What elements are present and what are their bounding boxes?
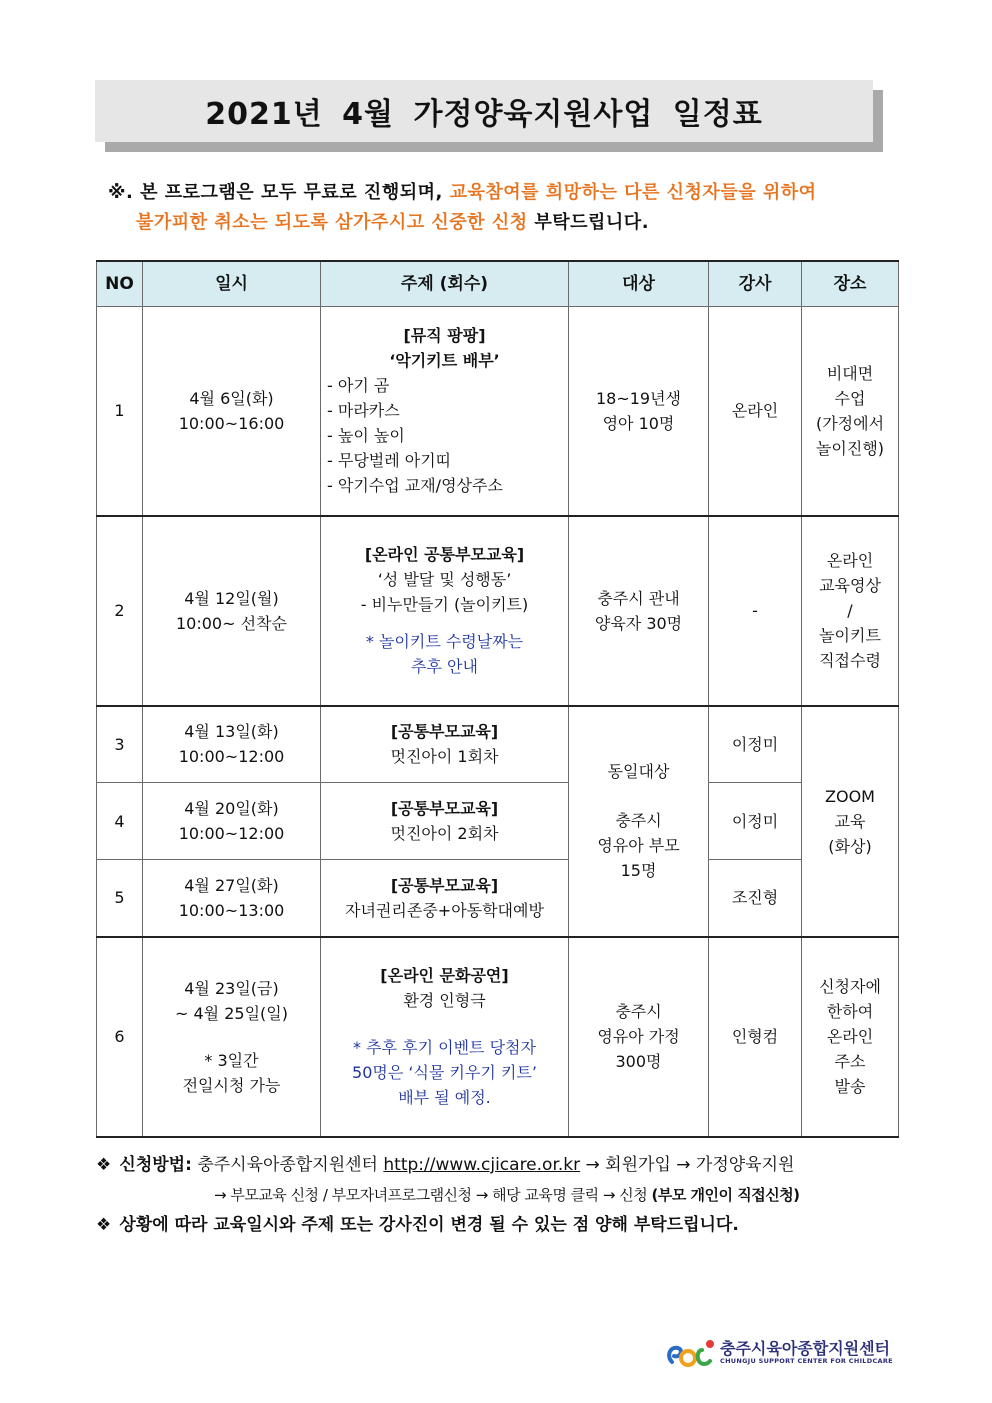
row-no: 1 bbox=[97, 307, 143, 516]
table-row bbox=[97, 706, 899, 783]
target-line: 충주시 관내 bbox=[597, 588, 680, 608]
topic-subtitle-2: - 비누만들기 (놀이키트) bbox=[360, 595, 529, 614]
place-line: 직접수령 bbox=[819, 651, 881, 670]
topic-title: [뮤직 팡팡] bbox=[403, 326, 486, 346]
row-instructor: 인형컴 bbox=[709, 937, 802, 1137]
topic-note: 50명은 ‘식물 키우기 키트’ bbox=[352, 1063, 537, 1082]
date-time: 10:00~16:00 bbox=[178, 413, 285, 433]
topic-note: 배부 될 예정. bbox=[398, 1088, 491, 1107]
row-place bbox=[802, 937, 899, 1137]
center-logo-icon bbox=[664, 1336, 718, 1370]
place-line: 온라인 bbox=[826, 551, 874, 570]
row-date bbox=[143, 783, 321, 860]
place-line: (화상) bbox=[828, 836, 872, 856]
apply-steps-1: → 회원가입 → 가정양육지원 bbox=[585, 1155, 795, 1175]
row-topic bbox=[321, 516, 569, 706]
topic-note: * 놀이키트 수령날짜는 bbox=[365, 632, 524, 651]
group-place bbox=[802, 706, 899, 937]
row-date bbox=[143, 937, 321, 1137]
row-topic bbox=[321, 860, 569, 937]
notice-highlight-1: 교육참여를 희망하는 다른 신청자들을 위하여 bbox=[449, 182, 817, 203]
target-line: 충주시 bbox=[615, 1002, 662, 1021]
header-no: NO bbox=[97, 261, 143, 307]
date-day: 4월 27일(화) bbox=[184, 875, 279, 895]
row-date bbox=[143, 307, 321, 516]
target-line: 영유아 부모 bbox=[597, 836, 680, 855]
row-instructor: - bbox=[709, 516, 802, 706]
row-topic bbox=[321, 706, 569, 783]
list-item: - 아기 곰 bbox=[327, 376, 390, 396]
apply-label: 신청방법: bbox=[119, 1155, 192, 1175]
row-date bbox=[143, 516, 321, 706]
date-time: 10:00~12:00 bbox=[178, 747, 285, 767]
place-line: 비대면 bbox=[826, 363, 874, 383]
place-line: 놀이키트 bbox=[819, 626, 881, 645]
apply-steps-bold: (부모 개인이 직접신청) bbox=[651, 1186, 800, 1204]
topic-note: * 추후 후기 이벤트 당첨자 bbox=[353, 1038, 536, 1057]
row-no: 2 bbox=[97, 516, 143, 706]
change-notice bbox=[96, 1210, 916, 1240]
list-item: - 마라카스 bbox=[327, 401, 400, 421]
row-topic bbox=[321, 307, 569, 516]
topic-subtitle: 환경 인형극 bbox=[403, 991, 486, 1010]
group-target bbox=[569, 706, 709, 937]
table-row bbox=[97, 783, 899, 860]
place-line: ZOOM bbox=[825, 786, 875, 806]
date-day: 4월 20일(화) bbox=[184, 799, 279, 818]
row-topic bbox=[321, 937, 569, 1137]
place-line: 온라인 bbox=[826, 1027, 874, 1046]
topic-title: [온라인 공통부모교육] bbox=[364, 545, 525, 564]
row-no: 4 bbox=[97, 783, 143, 860]
date-note: 전일시청 가능 bbox=[182, 1075, 281, 1095]
table-header-row bbox=[97, 261, 899, 307]
apply-method bbox=[96, 1150, 916, 1180]
header-instructor: 강사 bbox=[709, 261, 802, 307]
row-topic bbox=[321, 783, 569, 860]
row-instructor: 조진형 bbox=[709, 860, 802, 937]
header-date: 일시 bbox=[143, 261, 321, 307]
place-line: 신청자에 bbox=[819, 977, 881, 996]
row-target bbox=[569, 516, 709, 706]
date-day-end: ~ 4월 25일(일) bbox=[175, 1003, 288, 1023]
topic-title: [공통부모교육] bbox=[390, 722, 499, 742]
topic-subtitle: ‘악기키트 배부’ bbox=[389, 351, 500, 371]
topic-item-list bbox=[325, 373, 564, 498]
target-line: 영아 10명 bbox=[602, 413, 675, 433]
row-instructor: 이정미 bbox=[709, 783, 802, 860]
center-logo bbox=[664, 1336, 904, 1372]
target-line: 300명 bbox=[615, 1052, 662, 1071]
row-no: 5 bbox=[97, 860, 143, 937]
place-line: 발송 bbox=[834, 1077, 866, 1096]
topic-subtitle: 자녀권리존중+아동학대예방 bbox=[345, 900, 544, 920]
topic-title: [공통부모교육] bbox=[390, 875, 499, 895]
row-instructor: 이정미 bbox=[709, 706, 802, 783]
row-target bbox=[569, 307, 709, 516]
apply-steps-line-2 bbox=[96, 1180, 916, 1210]
page-title: 2021년 4월 가정양육지원사업 일정표 bbox=[95, 80, 873, 142]
date-time: 10:00~12:00 bbox=[178, 824, 285, 843]
table-row bbox=[97, 937, 899, 1137]
diamond-bullet-icon: ❖ bbox=[96, 1155, 112, 1175]
topic-title: [온라인 문화공연] bbox=[380, 966, 509, 985]
apply-steps-2: → 부모교육 신청 / 부모자녀프로그램신청 → 해당 교육명 클릭 → 신청 bbox=[214, 1186, 652, 1204]
target-line: 영유아 가정 bbox=[597, 1027, 680, 1046]
table-row bbox=[97, 516, 899, 706]
place-line: 주소 bbox=[834, 1052, 866, 1071]
date-day: 4월 6일(화) bbox=[189, 388, 274, 408]
list-item: - 악기수업 교재/영상주소 bbox=[327, 476, 503, 496]
row-no: 3 bbox=[97, 706, 143, 783]
place-line: 수업 bbox=[834, 388, 866, 408]
notice-prefix: ※. 본 프로그램은 모두 무료로 진행되며, bbox=[108, 182, 450, 203]
date-day: 4월 23일(금) bbox=[184, 978, 279, 998]
place-line: 교육영상 bbox=[819, 576, 881, 595]
row-date bbox=[143, 860, 321, 937]
target-line: 15명 bbox=[620, 861, 657, 880]
topic-subtitle: 멋진아이 2회차 bbox=[390, 824, 499, 843]
header-target: 대상 bbox=[569, 261, 709, 307]
place-line: 놀이진행) bbox=[815, 438, 885, 458]
header-place: 장소 bbox=[802, 261, 899, 307]
website-link[interactable]: http://www.cjicare.or.kr bbox=[383, 1155, 581, 1175]
topic-subtitle: ‘성 발달 및 성행동’ bbox=[377, 570, 512, 589]
diamond-bullet-icon: ❖ bbox=[96, 1215, 112, 1235]
place-line: 교육 bbox=[834, 811, 866, 831]
list-item: - 높이 높이 bbox=[327, 426, 405, 446]
row-place bbox=[802, 307, 899, 516]
row-no: 6 bbox=[97, 937, 143, 1137]
notice-line-1 bbox=[108, 178, 908, 208]
date-time: 10:00~13:00 bbox=[178, 900, 285, 920]
row-place bbox=[802, 516, 899, 706]
table-row bbox=[97, 307, 899, 516]
place-line: 한하여 bbox=[826, 1002, 874, 1021]
logo-text: 충주시육아종합지원센터 bbox=[720, 1339, 891, 1358]
target-line: 충주시 bbox=[615, 811, 662, 830]
row-instructor: 온라인 bbox=[709, 307, 802, 516]
place-line: / bbox=[847, 601, 853, 620]
schedule-table bbox=[96, 260, 899, 1138]
apply-center-name: 충주시육아종합지원센터 bbox=[197, 1155, 378, 1175]
row-target bbox=[569, 937, 709, 1137]
place-line: (가정에서 bbox=[815, 413, 885, 433]
topic-title: [공통부모교육] bbox=[390, 799, 499, 818]
date-note: * 3일간 bbox=[204, 1050, 259, 1070]
table-row bbox=[97, 860, 899, 937]
row-date bbox=[143, 706, 321, 783]
target-line: 동일대상 bbox=[607, 762, 670, 781]
footer-notes bbox=[96, 1150, 916, 1240]
title-banner bbox=[95, 80, 883, 152]
notice-suffix: 부탁드립니다. bbox=[527, 212, 650, 233]
notice-highlight-2: 불가피한 취소는 되도록 삼가주시고 신중한 신청 bbox=[136, 212, 528, 233]
header-topic: 주제 (회수) bbox=[321, 261, 569, 307]
list-item: - 무당벌레 아기띠 bbox=[327, 451, 452, 471]
target-line: 18~19년생 bbox=[595, 388, 682, 408]
change-notice-text: 상황에 따라 교육일시와 주제 또는 강사진이 변경 될 수 있는 점 양해 부탁드립니다. bbox=[119, 1215, 739, 1235]
date-day: 4월 12일(월) bbox=[184, 588, 279, 608]
topic-note: 추후 안내 bbox=[411, 657, 478, 676]
date-day: 4월 13일(화) bbox=[184, 722, 279, 742]
logo-english-text: CHUNGJU SUPPORT CENTER FOR CHILDCARE bbox=[720, 1357, 893, 1365]
date-time: 10:00~ 선착순 bbox=[176, 613, 287, 633]
target-line: 양육자 30명 bbox=[594, 613, 683, 633]
topic-subtitle: 멋진아이 1회차 bbox=[390, 747, 499, 767]
notice-line-2 bbox=[108, 208, 908, 238]
notice bbox=[108, 178, 908, 238]
